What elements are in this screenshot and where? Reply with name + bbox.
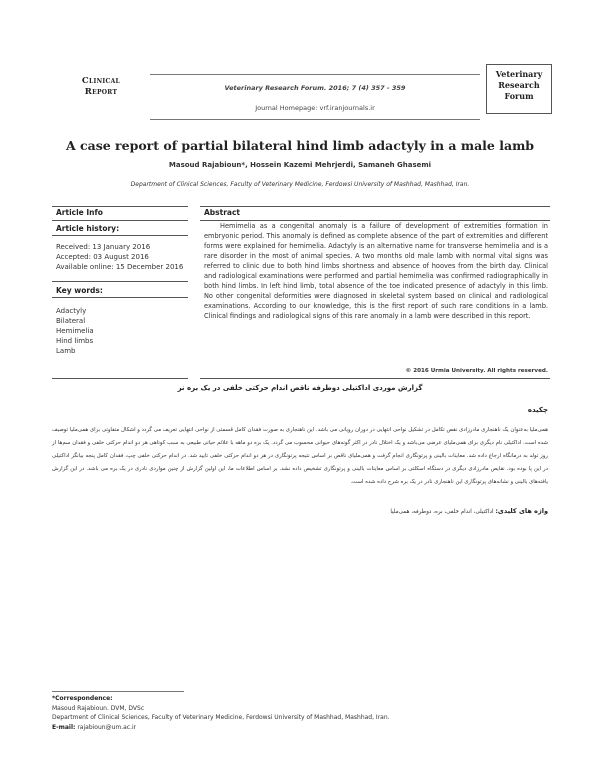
article-history-heading: Article history: (56, 224, 120, 233)
section-label (56, 76, 146, 98)
keywords-heading-rule (52, 297, 188, 298)
keyword-item: Hemimelia (56, 327, 94, 335)
section-label-line1: Clinical (81, 76, 121, 86)
logo-line2: Research (498, 80, 540, 90)
journal-logo (486, 64, 552, 114)
correspondence-block (52, 694, 390, 732)
available-date: Available online: 15 December 2016 (56, 263, 184, 271)
correspondence-rule (52, 691, 184, 692)
persian-keywords-values: اداکتیلی، اندام خلفی، بره، دوطرفه، همی‌ملیا (390, 509, 494, 515)
keywords-heading: Key words: (56, 286, 103, 295)
article-title: A case report of partial bilateral hind limb adactyly in a male lamb (65, 138, 535, 153)
correspondence-name: Masoud Rajabioun. DVM, DVSc (52, 704, 145, 712)
keywords-top-rule (52, 281, 188, 282)
email-address[interactable]: rajabioun@um.ac.ir (77, 723, 137, 731)
history-rule (52, 235, 188, 236)
keyword-item: Bilateral (56, 317, 86, 325)
correspondence-label: *Correspondence: (52, 695, 113, 702)
logo-line3: Forum (504, 91, 534, 101)
email-label: E-mail: (52, 723, 76, 731)
info-top-rule (52, 206, 188, 207)
article-authors: Masoud Rajabioun*, Hossein Kazemi Mehrjerdi, Samaneh Ghasemi (168, 161, 432, 169)
received-date: Received: 13 January 2016 (56, 243, 151, 251)
persian-keywords (52, 507, 548, 515)
abstract-text: Hemimelia as a congenital anomaly is a failure of development of extremities formation in embryonic period. This anomaly is defined as complete absence of the part of extremities and different forms were explained for hemimelia. Adactyly is an alternative name for transverse hemimelia and is a rare disorder in the most of animal species. A two months old male lamb with normal vital signs was referred to clinic due to both hind limbs shortness and absence of hooves from the birth day. Clinical and radiological examinations were performed and partial hemimelia was confirmed radiographically in both hind limbs. In left hind limb, total absence of the toe indicated presence of adactyly in this limb. No other congenital deformities were diagnosed in skeletal system based on clinical and radiological examinations. According to our knowledge, this is the first report of such rare conditions in a lamb. Clinical findings and radiological signs of this rare anomaly in a lamb were described in this report. (204, 222, 548, 320)
keyword-item: Hind limbs (56, 337, 94, 345)
info-bottom-rule (52, 378, 188, 379)
copyright-notice: © 2016 Urmia University. All rights reserved. (405, 368, 548, 374)
persian-abstract: همی‌ملیا به‌عنوان یک ناهنجاری مادرزادی نقص تکامل در تشکیل نواحی انتهایی در دوران رویانی می باشد. این ناهنجاری به صورت فقدان کامل قسمتی از نواحی انتهایی تعریف می گردد و اشکال متفاوتی برای همی‌ملیا توصیف شده است. اداکتیلی نام دیگری برای همی‌ملیای عرضی می‌باشد و یک اختلال نادر در اکثر گونه‌های حیوانی محسوب می گردد. یک بره دو ماهه با علائم حیاتی طبیعی به سبب کوتاهی هر دو اندام حرکتی خلفی و فقدان سم‌ها از روز تولد به درمانگاه ارجاع داده شد. معاینات بالینی و پرتونگاری انجام گرفت و همی‌ملیای ناقص بر اساس نتیجه پرتونگاری در هر دو اندام حرکتی خلفی تایید شد. در اندام حرکتی خلفی چپ، فقدان کامل پنجه بیانگر اداکتیلی در این پا بوده بود. نقایص مادرزادی دیگری در دستگاه اسکلتی بر اساس معاینات بالینی و پرتونگاری تشخیص داده نشد. بر اساس اطلاعات ما، این اولین گزارش از چنین مواردی نادری در یک بره می باشد. در این گزارش یافته‌های بالینی و نشانه‌های پرتونگاری این ناهنجاری نادر در یک بره شرح داده شده است. (52, 427, 548, 485)
persian-keywords-label: واژه های کلیدی: (495, 507, 548, 515)
persian-abstract-heading: چکیده (527, 406, 548, 414)
journal-header (150, 74, 480, 120)
correspondence-email-line (52, 723, 390, 733)
correspondence-department: Department of Clinical Sciences, Faculty of Veterinary Medicine, Ferdowsi University of Mashhad, Mashhad, Iran. (52, 714, 390, 721)
abstract-top-rule (200, 206, 550, 207)
article-affiliation: Department of Clinical Sciences, Faculty of Veterinary Medicine, Ferdowsi University of Mashhad, Mashhad, Iran. (130, 181, 470, 188)
section-label-line2: Report (84, 87, 118, 97)
abstract-bottom-rule (200, 378, 550, 379)
logo-line1: Veterinary (495, 69, 543, 79)
persian-title: گزارش موردی اداکتیلی دوطرفه ناقص اندام حرکتی خلفی در یک بره نر (177, 384, 423, 392)
keywords-list (56, 306, 94, 356)
journal-homepage: Journal Homepage: vrf.iranjournals.ir (255, 104, 375, 112)
abstract-heading: Abstract (204, 208, 241, 217)
accepted-date: Accepted: 03 August 2016 (56, 253, 149, 261)
info-heading-rule (52, 220, 188, 221)
keyword-item: Adactyly (56, 307, 87, 315)
article-dates (56, 242, 183, 272)
journal-reference: Veterinary Research Forum. 2016; 7 (4) 357 - 359 (224, 84, 406, 92)
article-info-heading: Article Info (56, 208, 103, 217)
keyword-item: Lamb (56, 347, 76, 355)
